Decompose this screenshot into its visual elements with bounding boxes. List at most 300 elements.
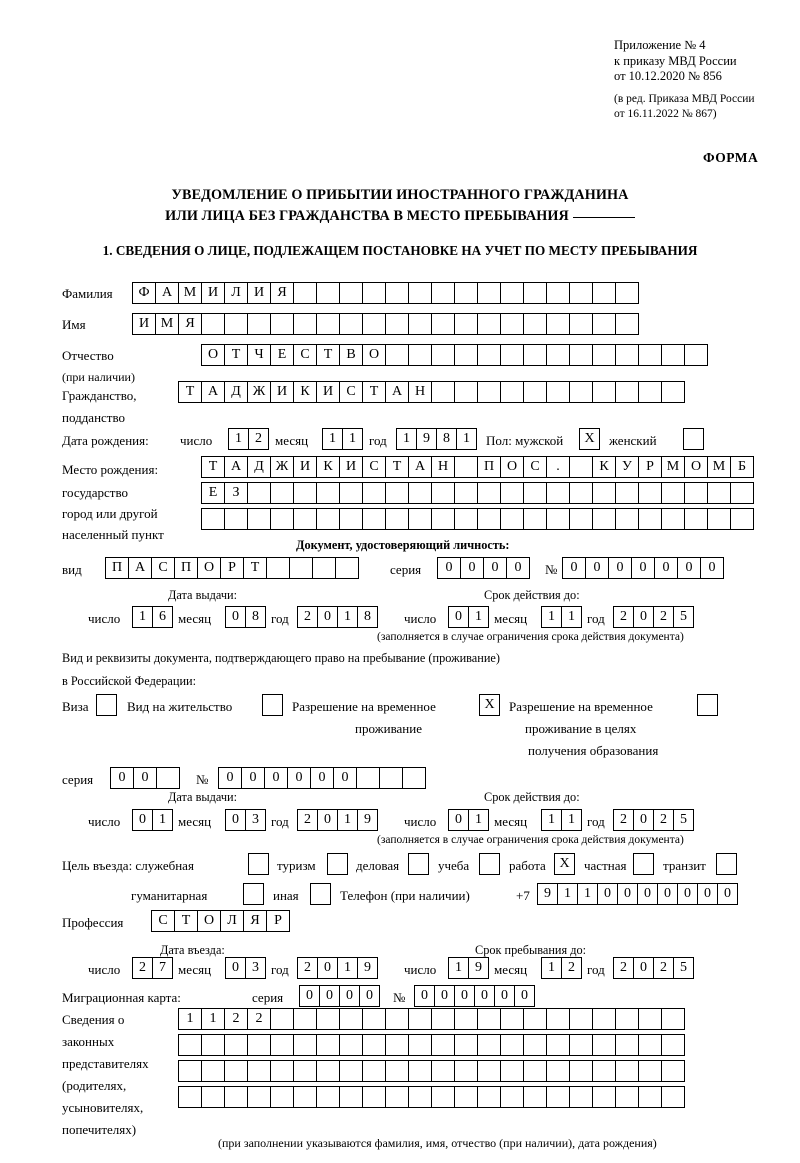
checkbox-purpose-study[interactable] (479, 853, 500, 875)
input-cell[interactable] (356, 767, 380, 789)
input-cell[interactable] (592, 1086, 616, 1108)
input-cell[interactable] (569, 482, 593, 504)
input-cell[interactable] (201, 313, 225, 335)
field-migration-series[interactable] (299, 985, 379, 1007)
input-cell[interactable] (431, 282, 455, 304)
input-cell[interactable] (385, 282, 409, 304)
input-cell[interactable] (592, 482, 616, 504)
field-stay-end-day[interactable] (448, 957, 488, 979)
input-cell[interactable] (707, 508, 731, 530)
input-cell[interactable] (661, 1034, 685, 1056)
input-cell[interactable] (500, 1086, 524, 1108)
input-cell[interactable] (454, 482, 478, 504)
input-cell[interactable] (500, 282, 524, 304)
field-doc-kind[interactable] (105, 557, 358, 579)
input-cell[interactable] (339, 1008, 363, 1030)
input-cell[interactable]: А (385, 381, 409, 403)
input-cell[interactable] (661, 1008, 685, 1030)
input-cell[interactable]: Е (201, 482, 225, 504)
input-cell[interactable]: 0 (359, 985, 380, 1007)
input-cell[interactable] (431, 1008, 455, 1030)
input-cell[interactable] (454, 1034, 478, 1056)
input-cell[interactable]: Т (174, 910, 198, 932)
input-cell[interactable] (385, 482, 409, 504)
input-cell[interactable]: 2 (653, 809, 674, 831)
input-cell[interactable]: Т (385, 456, 409, 478)
checkbox-temp-residence[interactable]: X (479, 694, 500, 716)
field-stay-end-year[interactable] (613, 957, 693, 979)
input-cell[interactable] (316, 1008, 340, 1030)
input-cell[interactable] (477, 1060, 501, 1082)
checkbox-sex-female[interactable] (683, 428, 704, 450)
input-cell[interactable]: 1 (557, 883, 578, 905)
input-cell[interactable] (684, 508, 708, 530)
input-cell[interactable] (523, 1034, 547, 1056)
input-cell[interactable]: 8 (245, 606, 266, 628)
input-cell[interactable] (730, 482, 754, 504)
field-name[interactable] (132, 313, 638, 335)
checkbox-purpose-business[interactable] (408, 853, 429, 875)
input-cell[interactable] (385, 1008, 409, 1030)
input-cell[interactable] (408, 1008, 432, 1030)
input-cell[interactable]: 0 (225, 606, 246, 628)
input-cell[interactable]: 0 (448, 606, 469, 628)
input-cell[interactable] (638, 1086, 662, 1108)
input-cell[interactable] (224, 1060, 248, 1082)
checkbox-purpose-work[interactable]: X (554, 853, 575, 875)
input-cell[interactable]: 2 (297, 957, 318, 979)
input-cell[interactable] (408, 482, 432, 504)
input-cell[interactable]: 0 (241, 767, 265, 789)
input-cell[interactable] (592, 1034, 616, 1056)
checkbox-purpose-tourism[interactable] (327, 853, 348, 875)
input-cell[interactable]: 5 (673, 957, 694, 979)
input-cell[interactable] (592, 508, 616, 530)
input-cell[interactable] (500, 1008, 524, 1030)
input-cell[interactable]: 0 (700, 557, 724, 579)
input-cell[interactable] (638, 344, 662, 366)
input-cell[interactable] (408, 508, 432, 530)
input-cell[interactable]: 2 (613, 606, 634, 628)
input-cell[interactable]: П (477, 456, 501, 478)
input-cell[interactable] (661, 508, 685, 530)
input-cell[interactable]: 0 (319, 985, 340, 1007)
input-cell[interactable] (431, 344, 455, 366)
input-cell[interactable] (661, 482, 685, 504)
field-birth-month[interactable] (322, 428, 362, 450)
input-cell[interactable] (477, 1008, 501, 1030)
input-cell[interactable] (293, 1086, 317, 1108)
input-cell[interactable]: 0 (454, 985, 475, 1007)
input-cell[interactable] (431, 508, 455, 530)
input-cell[interactable] (339, 1060, 363, 1082)
input-cell[interactable]: 0 (585, 557, 609, 579)
input-cell[interactable] (379, 767, 403, 789)
input-cell[interactable]: 9 (416, 428, 437, 450)
input-cell[interactable]: 0 (434, 985, 455, 1007)
input-cell[interactable]: 0 (110, 767, 134, 789)
input-cell[interactable]: . (546, 456, 570, 478)
input-cell[interactable]: Т (243, 557, 267, 579)
input-cell[interactable] (316, 1034, 340, 1056)
input-cell[interactable] (431, 1034, 455, 1056)
input-cell[interactable] (316, 508, 340, 530)
input-cell[interactable]: Б (730, 456, 754, 478)
input-cell[interactable] (661, 381, 685, 403)
input-cell[interactable] (339, 282, 363, 304)
input-cell[interactable]: 0 (414, 985, 435, 1007)
input-cell[interactable]: 9 (357, 809, 378, 831)
input-cell[interactable]: 5 (673, 606, 694, 628)
input-cell[interactable]: И (132, 313, 156, 335)
input-cell[interactable] (477, 482, 501, 504)
input-cell[interactable]: А (155, 282, 179, 304)
input-cell[interactable] (592, 282, 616, 304)
input-cell[interactable]: 6 (152, 606, 173, 628)
input-cell[interactable] (293, 1008, 317, 1030)
input-cell[interactable] (661, 1060, 685, 1082)
input-cell[interactable]: Р (266, 910, 290, 932)
input-cell[interactable] (224, 1086, 248, 1108)
input-cell[interactable]: И (247, 282, 271, 304)
input-cell[interactable] (178, 1086, 202, 1108)
input-cell[interactable] (270, 1086, 294, 1108)
input-cell[interactable] (339, 508, 363, 530)
input-cell[interactable] (335, 557, 359, 579)
input-cell[interactable] (266, 557, 290, 579)
input-cell[interactable] (615, 1034, 639, 1056)
field-doc-issue-month[interactable] (225, 606, 265, 628)
input-cell[interactable] (270, 313, 294, 335)
input-cell[interactable]: 0 (317, 606, 338, 628)
input-cell[interactable]: 0 (597, 883, 618, 905)
input-cell[interactable] (431, 1086, 455, 1108)
input-cell[interactable] (500, 344, 524, 366)
input-cell[interactable] (638, 508, 662, 530)
input-cell[interactable] (546, 282, 570, 304)
input-cell[interactable]: 2 (247, 1008, 271, 1030)
input-cell[interactable] (569, 282, 593, 304)
input-cell[interactable]: 0 (697, 883, 718, 905)
input-cell[interactable] (270, 1034, 294, 1056)
input-cell[interactable] (500, 482, 524, 504)
input-cell[interactable]: 1 (337, 606, 358, 628)
input-cell[interactable] (569, 381, 593, 403)
input-cell[interactable] (546, 508, 570, 530)
input-cell[interactable]: Ч (247, 344, 271, 366)
input-cell[interactable] (615, 313, 639, 335)
input-cell[interactable]: С (293, 344, 317, 366)
field-entry-day[interactable] (132, 957, 172, 979)
field-birth-place-city-row2[interactable] (201, 508, 753, 530)
input-cell[interactable]: И (339, 456, 363, 478)
input-cell[interactable] (546, 1060, 570, 1082)
input-cell[interactable] (362, 1086, 386, 1108)
input-cell[interactable]: 0 (633, 957, 654, 979)
input-cell[interactable]: 0 (631, 557, 655, 579)
input-cell[interactable] (224, 508, 248, 530)
input-cell[interactable] (454, 456, 478, 478)
input-cell[interactable] (362, 508, 386, 530)
field-phone[interactable] (537, 883, 737, 905)
input-cell[interactable]: Ж (247, 381, 271, 403)
input-cell[interactable]: 0 (299, 985, 320, 1007)
input-cell[interactable]: Т (178, 381, 202, 403)
input-cell[interactable]: В (339, 344, 363, 366)
input-cell[interactable] (615, 1086, 639, 1108)
input-cell[interactable]: Р (220, 557, 244, 579)
input-cell[interactable]: 9 (357, 957, 378, 979)
input-cell[interactable]: Я (270, 282, 294, 304)
input-cell[interactable]: О (201, 344, 225, 366)
input-cell[interactable]: 0 (677, 883, 698, 905)
field-citizenship[interactable] (178, 381, 684, 403)
input-cell[interactable] (477, 313, 501, 335)
input-cell[interactable]: 2 (248, 428, 269, 450)
input-cell[interactable]: М (661, 456, 685, 478)
input-cell[interactable]: 1 (337, 809, 358, 831)
input-cell[interactable]: 1 (561, 606, 582, 628)
checkbox-residence-permit[interactable] (262, 694, 283, 716)
input-cell[interactable] (454, 1008, 478, 1030)
input-cell[interactable] (293, 508, 317, 530)
input-cell[interactable] (523, 282, 547, 304)
input-cell[interactable] (592, 1008, 616, 1030)
input-cell[interactable]: 2 (613, 809, 634, 831)
input-cell[interactable] (523, 1008, 547, 1030)
checkbox-sex-male[interactable]: X (579, 428, 600, 450)
input-cell[interactable] (569, 1008, 593, 1030)
input-cell[interactable]: И (270, 381, 294, 403)
field-profession[interactable] (151, 910, 289, 932)
input-cell[interactable] (592, 313, 616, 335)
input-cell[interactable]: 1 (468, 606, 489, 628)
input-cell[interactable] (592, 344, 616, 366)
input-cell[interactable] (201, 1034, 225, 1056)
input-cell[interactable]: 0 (654, 557, 678, 579)
input-cell[interactable]: 0 (677, 557, 701, 579)
input-cell[interactable] (408, 1034, 432, 1056)
field-doc-valid-month[interactable] (541, 606, 581, 628)
field-surname[interactable] (132, 282, 638, 304)
field-patronymic[interactable] (201, 344, 707, 366)
input-cell[interactable]: М (707, 456, 731, 478)
field-stay-number[interactable] (218, 767, 425, 789)
input-cell[interactable] (270, 508, 294, 530)
field-stay-series[interactable] (110, 767, 179, 789)
input-cell[interactable]: О (500, 456, 524, 478)
input-cell[interactable] (615, 282, 639, 304)
input-cell[interactable] (454, 381, 478, 403)
input-cell[interactable]: И (316, 381, 340, 403)
input-cell[interactable] (247, 1034, 271, 1056)
input-cell[interactable] (224, 313, 248, 335)
input-cell[interactable]: 0 (633, 606, 654, 628)
input-cell[interactable]: Т (224, 344, 248, 366)
input-cell[interactable] (569, 344, 593, 366)
input-cell[interactable]: О (197, 910, 221, 932)
input-cell[interactable] (385, 1060, 409, 1082)
field-stay-issue-month[interactable] (225, 809, 265, 831)
input-cell[interactable] (201, 1060, 225, 1082)
input-cell[interactable] (546, 1086, 570, 1108)
input-cell[interactable]: П (174, 557, 198, 579)
input-cell[interactable] (615, 1008, 639, 1030)
input-cell[interactable]: 8 (357, 606, 378, 628)
input-cell[interactable] (569, 1086, 593, 1108)
field-entry-year[interactable] (297, 957, 377, 979)
input-cell[interactable] (684, 344, 708, 366)
checkbox-purpose-other[interactable] (310, 883, 331, 905)
input-cell[interactable]: 2 (224, 1008, 248, 1030)
input-cell[interactable]: 5 (673, 809, 694, 831)
input-cell[interactable] (592, 1060, 616, 1082)
field-doc-valid-year[interactable] (613, 606, 693, 628)
input-cell[interactable]: С (523, 456, 547, 478)
input-cell[interactable]: 1 (561, 809, 582, 831)
input-cell[interactable] (270, 1060, 294, 1082)
input-cell[interactable]: 0 (657, 883, 678, 905)
input-cell[interactable] (569, 508, 593, 530)
input-cell[interactable] (477, 508, 501, 530)
input-cell[interactable] (569, 456, 593, 478)
input-cell[interactable] (615, 344, 639, 366)
input-cell[interactable]: 2 (561, 957, 582, 979)
input-cell[interactable] (293, 1034, 317, 1056)
field-stay-valid-day[interactable] (448, 809, 488, 831)
input-cell[interactable] (293, 313, 317, 335)
input-cell[interactable] (500, 1034, 524, 1056)
input-cell[interactable] (312, 557, 336, 579)
input-cell[interactable]: 7 (152, 957, 173, 979)
input-cell[interactable] (638, 1008, 662, 1030)
input-cell[interactable] (339, 482, 363, 504)
input-cell[interactable] (156, 767, 180, 789)
input-cell[interactable] (500, 1060, 524, 1082)
input-cell[interactable] (615, 482, 639, 504)
input-cell[interactable] (385, 313, 409, 335)
input-cell[interactable] (408, 1086, 432, 1108)
input-cell[interactable] (638, 482, 662, 504)
field-birth-day[interactable] (228, 428, 268, 450)
input-cell[interactable]: Л (224, 282, 248, 304)
input-cell[interactable]: 1 (468, 809, 489, 831)
field-doc-number[interactable] (562, 557, 723, 579)
input-cell[interactable] (316, 1086, 340, 1108)
input-cell[interactable] (385, 1086, 409, 1108)
checkbox-purpose-transit[interactable] (716, 853, 737, 875)
input-cell[interactable]: 1 (448, 957, 469, 979)
input-cell[interactable] (546, 1034, 570, 1056)
field-birth-place-state[interactable] (201, 456, 753, 478)
input-cell[interactable]: 3 (245, 957, 266, 979)
field-stay-end-month[interactable] (541, 957, 581, 979)
input-cell[interactable] (385, 344, 409, 366)
input-cell[interactable]: 0 (317, 809, 338, 831)
input-cell[interactable] (408, 282, 432, 304)
field-doc-issue-day[interactable] (132, 606, 172, 628)
input-cell[interactable] (201, 508, 225, 530)
checkbox-purpose-humanitarian[interactable] (243, 883, 264, 905)
input-cell[interactable] (546, 344, 570, 366)
input-cell[interactable] (385, 508, 409, 530)
field-stay-valid-month[interactable] (541, 809, 581, 831)
input-cell[interactable]: 1 (152, 809, 173, 831)
input-cell[interactable] (178, 1060, 202, 1082)
input-cell[interactable]: 0 (132, 809, 153, 831)
input-cell[interactable] (638, 381, 662, 403)
input-cell[interactable]: 0 (483, 557, 507, 579)
field-stay-valid-year[interactable] (613, 809, 693, 831)
input-cell[interactable]: 0 (460, 557, 484, 579)
input-cell[interactable]: 0 (637, 883, 658, 905)
input-cell[interactable] (638, 1060, 662, 1082)
input-cell[interactable]: 0 (608, 557, 632, 579)
input-cell[interactable] (523, 1086, 547, 1108)
input-cell[interactable]: 0 (133, 767, 157, 789)
input-cell[interactable]: М (155, 313, 179, 335)
input-cell[interactable]: С (362, 456, 386, 478)
input-cell[interactable]: Т (201, 456, 225, 478)
input-cell[interactable]: Т (316, 344, 340, 366)
input-cell[interactable] (201, 1086, 225, 1108)
input-cell[interactable] (339, 313, 363, 335)
input-cell[interactable] (247, 313, 271, 335)
input-cell[interactable]: М (178, 282, 202, 304)
input-cell[interactable]: 2 (297, 606, 318, 628)
input-cell[interactable] (316, 1060, 340, 1082)
field-legal-rep-row-2[interactable] (178, 1034, 684, 1056)
input-cell[interactable]: И (293, 456, 317, 478)
checkbox-visa[interactable] (96, 694, 117, 716)
input-cell[interactable] (523, 1060, 547, 1082)
input-cell[interactable]: К (293, 381, 317, 403)
input-cell[interactable]: 9 (537, 883, 558, 905)
input-cell[interactable]: 1 (396, 428, 417, 450)
input-cell[interactable]: Р (638, 456, 662, 478)
input-cell[interactable]: Д (247, 456, 271, 478)
input-cell[interactable]: У (615, 456, 639, 478)
input-cell[interactable] (431, 381, 455, 403)
input-cell[interactable] (546, 381, 570, 403)
input-cell[interactable] (402, 767, 426, 789)
input-cell[interactable] (477, 1086, 501, 1108)
input-cell[interactable]: 1 (132, 606, 153, 628)
input-cell[interactable]: Л (220, 910, 244, 932)
input-cell[interactable]: 0 (287, 767, 311, 789)
input-cell[interactable] (289, 557, 313, 579)
input-cell[interactable]: Я (243, 910, 267, 932)
input-cell[interactable]: 0 (562, 557, 586, 579)
input-cell[interactable] (477, 381, 501, 403)
input-cell[interactable]: А (128, 557, 152, 579)
input-cell[interactable]: 1 (342, 428, 363, 450)
field-legal-rep-row-4[interactable] (178, 1086, 684, 1108)
input-cell[interactable]: 0 (474, 985, 495, 1007)
input-cell[interactable]: Н (431, 456, 455, 478)
input-cell[interactable] (293, 1060, 317, 1082)
input-cell[interactable] (454, 313, 478, 335)
input-cell[interactable]: 0 (617, 883, 638, 905)
input-cell[interactable]: О (362, 344, 386, 366)
input-cell[interactable] (339, 1034, 363, 1056)
input-cell[interactable] (684, 482, 708, 504)
input-cell[interactable] (500, 508, 524, 530)
input-cell[interactable] (523, 381, 547, 403)
input-cell[interactable]: 0 (339, 985, 360, 1007)
field-entry-month[interactable] (225, 957, 265, 979)
input-cell[interactable]: 0 (448, 809, 469, 831)
